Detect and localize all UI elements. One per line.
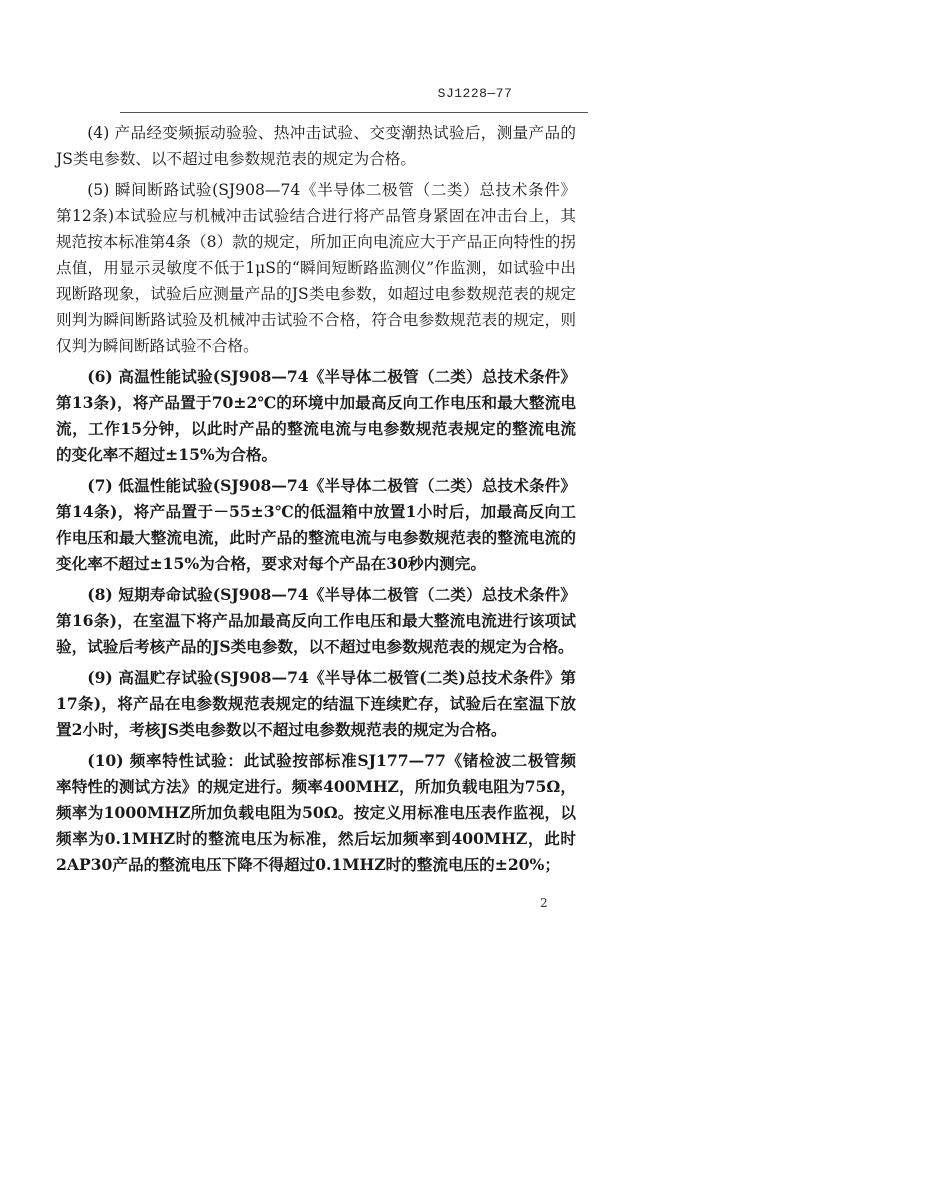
document-code-header: SJ1228—77 — [437, 86, 513, 101]
paragraph-5-instant-break-test: (5) 瞬间断路试验(SJ908—74《半导体二极管（二类）总技术条件》第12条)本试验应与机械冲击试验结合进行将产品管身紧固在冲击台上，其规范按本标准第4条（8）款的规定，所加正向电流应大于产品正向特性的拐点值，用显示灵敏度不低于1μS的“瞬间短断路监测仪”作监测，如试验中出现断路现象，试验后应测量产品的JS类电参数，如超过电参数规范表的规定则判为瞬间断路试验及机械冲击试验不合格，符合电参数规范表的规定，则仅判为瞬间断路试验不合格。 — [56, 181, 576, 355]
paragraph-10-frequency-test: (10) 频率特性试验：此试验按部标准SJ177—77《锗检波二极管频率特性的测试方法》的规定进行。频率400MHZ，所加负载电阻为75Ω，频率为1000MHZ所加负载电阻为50Ω。按定义用标准电压表作监视，以频率为0.1MHZ时的整流电压为标准，然后坛加频率到400MHZ，此时2AP30产品的整流电压下降不得超过0.1MHZ时的整流电压的±20%； — [56, 751, 576, 874]
paragraph-9-high-temp-storage-test: (9) 高温贮存试验(SJ908—74《半导体二极管(二类)总技术条件》第17条)，将产品在电参数规范表规定的结温下连续贮存，试验后在室温下放置2小时，考核JS类电参数以不超过电参数规范表的规定为合格。 — [56, 668, 576, 739]
paragraph-8-short-life-test: (8) 短期寿命试验(SJ908—74《半导体二极管（二类）总技术条件》第16条)，在室温下将产品加最高反向工作电压和最大整流电流进行该项试验，试验后考核产品的JS类电参数，以不超过电参数规范表的规定为合格。 — [56, 585, 576, 656]
document-body — [56, 120, 576, 878]
paragraph-7-low-temp-test: (7) 低温性能试验(SJ908—74《半导体二极管（二类）总技术条件》第14条)，将产品置于－55±3℃的低温箱中放置1小时后，加最高反向工作电压和最大整流电流，此时产品的整流电流与电参数规范表的整流电流的变化率不超过±15%为合格，要求对每个产品在30秒内测完。 — [56, 476, 576, 573]
paragraph-4-vibration-test: (4) 产品经变频振动验验、热冲击试验、交变潮热试验后，测量产品的JS类电参数、以不超过电参数规范表的规定为合格。 — [56, 124, 576, 168]
page-number: 2 — [540, 896, 548, 910]
header-rule — [120, 112, 588, 113]
paragraph-6-high-temp-test: (6) 高温性能试验(SJ908—74《半导体二极管（二类）总技术条件》第13条)，将产品置于70±2℃的环境中加最高反向工作电压和最大整流电流，工作15分钟，以此时产品的整流电流与电参数规范表规定的整流电流的变化率不超过±15%为合格。 — [56, 367, 576, 464]
